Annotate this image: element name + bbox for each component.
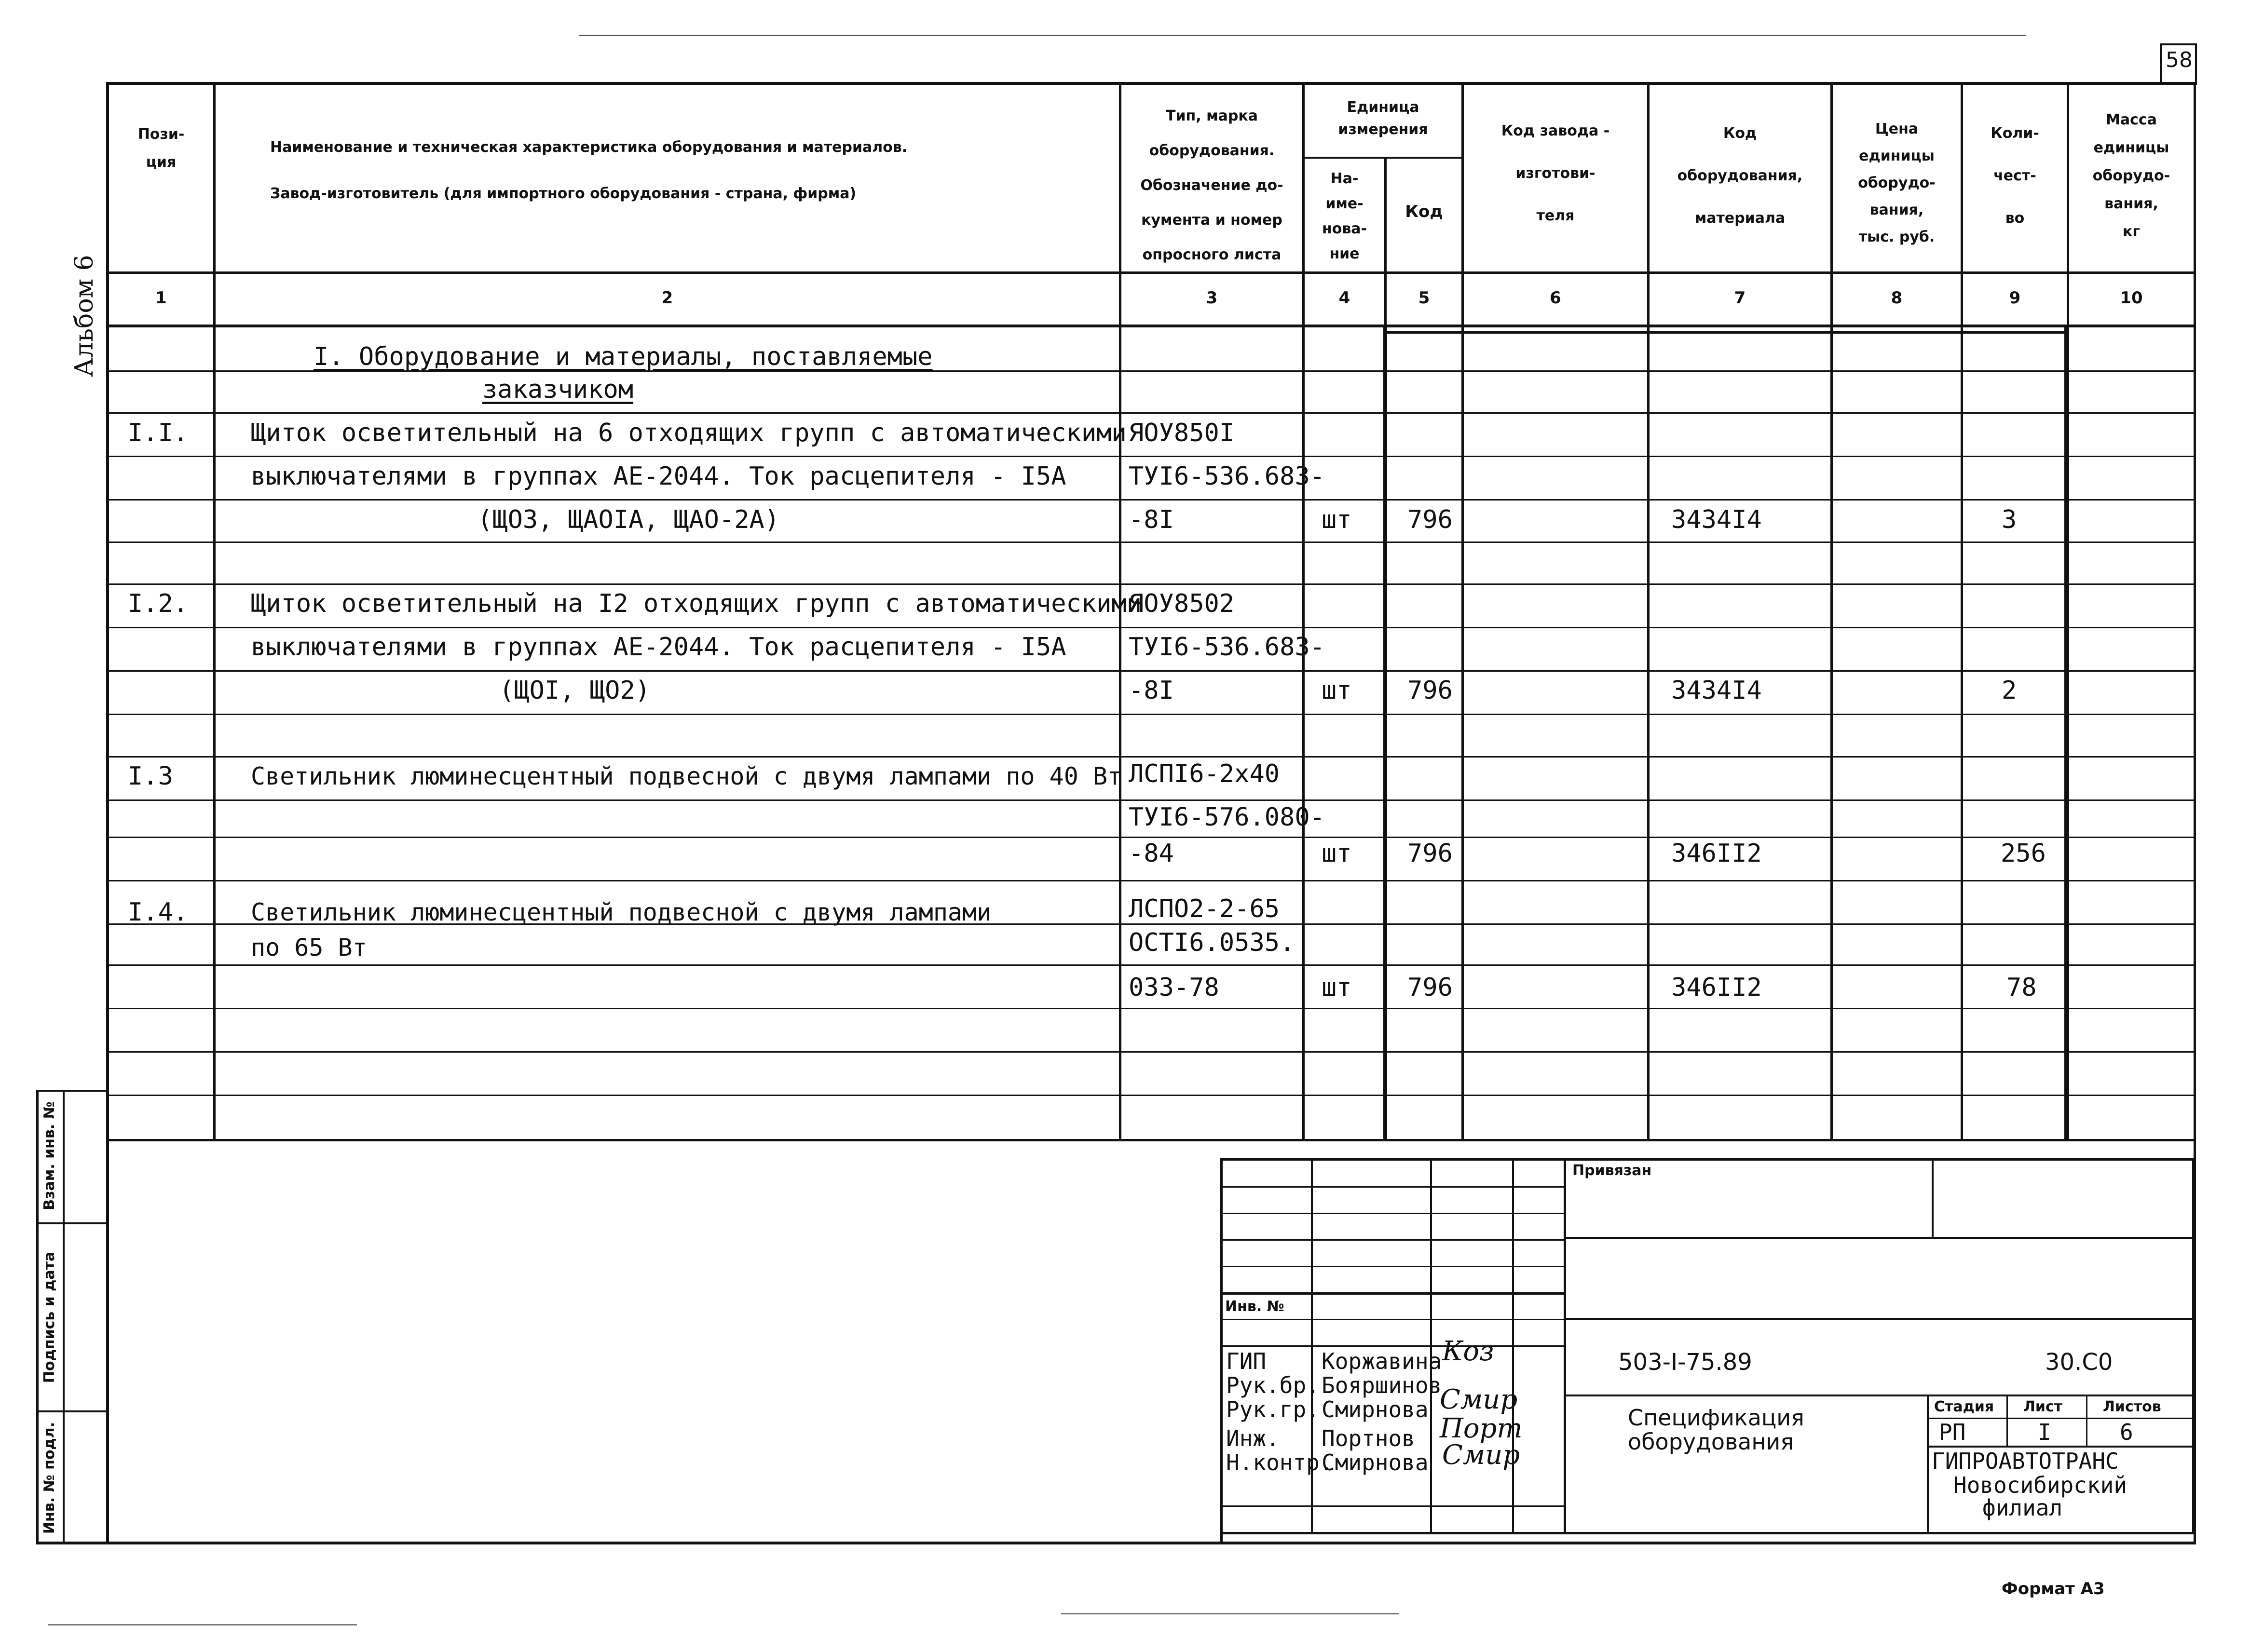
item-4-type-l2: ОСТI6.0535. bbox=[1129, 928, 1295, 957]
side-stamp-mid bbox=[63, 1090, 65, 1544]
col-line-price bbox=[1961, 82, 1963, 1140]
tb-listov-value: 6 bbox=[2120, 1419, 2133, 1445]
side-stamp-left bbox=[36, 1090, 39, 1544]
colnum-7: 7 bbox=[1734, 288, 1746, 308]
row-line-6 bbox=[106, 583, 2196, 585]
item-1-type-l1: ЯОУ850I bbox=[1129, 419, 1235, 447]
item-4-equip-code: 346II2 bbox=[1671, 973, 1762, 1002]
colnum-9: 9 bbox=[2009, 288, 2021, 308]
row-line-11 bbox=[106, 799, 2196, 801]
header-unit-name: На- име- нова- ние bbox=[1322, 170, 1367, 262]
row-line-2 bbox=[106, 412, 2196, 414]
scan-edge-line-bottom-2 bbox=[1061, 1613, 1399, 1614]
tb-row-title bbox=[1564, 1395, 2195, 1396]
tb-staff-name-2: Смирнова bbox=[1322, 1396, 1429, 1422]
item-2-name-l1: Щиток осветительный на I2 отходящих групп с автоматическими bbox=[251, 589, 1142, 618]
row-line-12 bbox=[106, 837, 2196, 838]
item-1-unit-code: 796 bbox=[1407, 505, 1453, 534]
colnum-1: 1 bbox=[155, 288, 167, 308]
item-4-pos: I.4. bbox=[128, 898, 189, 927]
item-3-type-l3: -84 bbox=[1129, 839, 1174, 868]
top-frame-line bbox=[109, 82, 2195, 85]
tb-title-l1: Спецификация bbox=[1628, 1405, 1804, 1431]
tb-bottom-line bbox=[1220, 1532, 2195, 1534]
unit-split-line bbox=[1302, 157, 1463, 159]
item-4-type-l1: ЛСПО2-2-65 bbox=[1129, 894, 1280, 923]
page-number: 58 bbox=[2166, 48, 2193, 72]
item-2-type-l3: -8I bbox=[1129, 676, 1174, 705]
tb-staff-signature-3: Порт bbox=[1440, 1413, 1523, 1444]
item-3-unit: шт bbox=[1322, 839, 1352, 868]
tb-stadiya-label: Стадия bbox=[1934, 1398, 1994, 1415]
tb-stadiya-value: РП bbox=[1939, 1419, 1966, 1445]
tb-staff-name-0: Коржавина bbox=[1322, 1348, 1442, 1374]
item-3-qty: 256 bbox=[2001, 839, 2046, 868]
header-pos: Пози- ция bbox=[137, 126, 185, 171]
item-1-pos: I.I. bbox=[128, 419, 189, 447]
item-3-equip-code: 346II2 bbox=[1671, 839, 1762, 868]
tb-staff-signature-4: Смир bbox=[1442, 1439, 1520, 1471]
tb-staff-name-3: Портнов bbox=[1322, 1425, 1415, 1451]
tb-top bbox=[1220, 1158, 2195, 1161]
tb-staff-name-1: Бояршинов bbox=[1322, 1372, 1442, 1398]
item-2-unit: шт bbox=[1322, 676, 1352, 705]
tb-staff-role-3: Инж. bbox=[1226, 1425, 1280, 1451]
bold-box-left bbox=[1383, 326, 1387, 1141]
tb-left bbox=[1220, 1158, 1223, 1544]
tb-left-row-8 bbox=[1220, 1505, 1564, 1507]
row-line-13 bbox=[106, 880, 2196, 881]
colnum-6: 6 bbox=[1550, 288, 1561, 308]
row-line-15 bbox=[106, 964, 2196, 966]
tb-privyazan-split bbox=[1932, 1158, 1934, 1238]
colnum-4: 4 bbox=[1338, 288, 1350, 308]
header-qty: Коли- чест- во bbox=[1991, 125, 2039, 227]
item-1-type-l2: ТУI6-536.683- bbox=[1129, 462, 1325, 491]
tb-stage-split bbox=[1927, 1395, 1929, 1534]
tb-list-label: Лист bbox=[2023, 1398, 2063, 1415]
side-stamp-podpis-data: Подпись и дата bbox=[41, 1251, 58, 1383]
item-1-name-l1: Щиток осветительный на 6 отходящих групп с автоматическими bbox=[251, 419, 1127, 447]
table-bottom-line bbox=[106, 1139, 2196, 1141]
item-4-name-l1: Светильник люминесцентный подвесной с двумя лампами bbox=[251, 898, 992, 926]
header-unit: Единица измерения bbox=[1338, 99, 1428, 138]
row-line-4 bbox=[106, 499, 2196, 501]
item-3-unit-code: 796 bbox=[1407, 839, 1453, 868]
tb-title-l2: оборудования bbox=[1628, 1429, 1794, 1455]
header-maker-code: Код завода - изготови- теля bbox=[1501, 122, 1610, 224]
tb-stage-row2 bbox=[1927, 1446, 2195, 1448]
tb-doc-suffix: 30.С0 bbox=[2045, 1349, 2113, 1376]
bottom-frame-line bbox=[36, 1542, 2196, 1544]
item-2-type-l2: ТУI6-536.683- bbox=[1129, 633, 1325, 662]
item-4-unit-code: 796 bbox=[1407, 973, 1453, 1002]
tb-doc-code: 503-I-75.89 bbox=[1618, 1349, 1752, 1376]
item-1-equip-code: 3434I4 bbox=[1671, 505, 1762, 534]
tb-privyazan-label: Привязан bbox=[1572, 1162, 1652, 1179]
tb-staff-role-2: Рук.гр. bbox=[1226, 1396, 1320, 1422]
tb-left-row-7 bbox=[1220, 1345, 1564, 1347]
tb-stage-col1 bbox=[2006, 1395, 2008, 1447]
item-4-qty: 78 bbox=[2006, 973, 2037, 1002]
bold-box-right bbox=[2064, 326, 2068, 1141]
row-line-16 bbox=[106, 1008, 2196, 1009]
header-unit-code: Код bbox=[1405, 202, 1443, 221]
item-4-type-l3: 033-78 bbox=[1129, 973, 1219, 1002]
page-number-box-left bbox=[2160, 43, 2162, 85]
side-stamp-inv-podl: Инв. № подл. bbox=[41, 1422, 58, 1534]
col-line-maker bbox=[1647, 82, 1650, 1140]
row-line-9 bbox=[106, 714, 2196, 715]
row-line-17 bbox=[106, 1051, 2196, 1053]
tb-left-row-6 bbox=[1220, 1319, 1564, 1320]
colnum-2: 2 bbox=[661, 288, 673, 308]
tb-staff-role-4: Н.контр. bbox=[1226, 1449, 1333, 1476]
tb-org-l1: ГИПРОАВТОТРАНС bbox=[1932, 1448, 2119, 1474]
header-price: Цена единицы оборудо- вания, тыс. руб. bbox=[1858, 121, 1936, 245]
tb-inv-no-label: Инв. № bbox=[1225, 1298, 1284, 1315]
item-4-unit: шт bbox=[1322, 973, 1352, 1002]
tb-left-row-2 bbox=[1220, 1213, 1564, 1214]
tb-org-l2: Новосибирский bbox=[1953, 1472, 2127, 1498]
row-line-7 bbox=[106, 627, 2196, 628]
item-2-type-l1: ЯОУ8502 bbox=[1129, 589, 1235, 618]
tb-left-row-3 bbox=[1220, 1239, 1564, 1241]
header-name: Наименование и техническая характеристика оборудования и материалов. Завод-изготовитель (для импортного оборудования - страна, фирма) bbox=[270, 139, 908, 202]
tb-staff-role-1: Рук.бр. bbox=[1226, 1372, 1320, 1398]
row-line-3 bbox=[106, 456, 2196, 457]
tb-left-row-1 bbox=[1220, 1186, 1564, 1188]
item-2-name-l3: (ЩОI, ЩО2) bbox=[499, 676, 651, 705]
item-2-pos: I.2. bbox=[128, 589, 189, 618]
colnum-8: 8 bbox=[1891, 288, 1903, 308]
scan-edge-line bbox=[579, 35, 2026, 36]
tb-row-doc bbox=[1564, 1318, 2195, 1320]
row-line-18 bbox=[106, 1095, 2196, 1096]
header-type: Тип, марка оборудования. Обозначение до- кумента и номер опросного листа bbox=[1140, 108, 1283, 263]
header-mass: Масса единицы оборудо- вания, кг bbox=[2092, 111, 2170, 240]
album-label: Альбом 6 bbox=[70, 255, 99, 377]
format-label: Формат А3 bbox=[2002, 1579, 2105, 1598]
colnum-3: 3 bbox=[1206, 288, 1218, 308]
item-1-name-l2: выключателями в группах АЕ-2044. Ток расцепителя - I5А bbox=[251, 462, 1066, 491]
item-1-qty: 3 bbox=[2002, 505, 2017, 534]
item-1-unit: шт bbox=[1322, 505, 1352, 534]
tb-left-row-4 bbox=[1220, 1266, 1564, 1267]
tb-right bbox=[2192, 1158, 2195, 1534]
side-stamp-div1 bbox=[36, 1222, 109, 1224]
item-4-name-l2: по 65 Вт bbox=[251, 934, 367, 961]
scan-edge-line-bottom bbox=[48, 1624, 357, 1625]
row-line-8 bbox=[106, 670, 2196, 672]
tb-row-privyazan bbox=[1564, 1237, 2195, 1239]
col-line-pos bbox=[213, 82, 216, 1140]
header-equip-code: Код оборудования, материала bbox=[1677, 125, 1803, 227]
page-number-box-top bbox=[2160, 43, 2196, 45]
tb-list-value: I bbox=[2038, 1419, 2051, 1445]
item-3-pos: I.3 bbox=[128, 762, 173, 791]
item-1-name-l3: (ЩО3, ЩАОIА, ЩАО-2А) bbox=[477, 505, 780, 534]
tb-staff-signature-0: Коз bbox=[1442, 1336, 1494, 1367]
item-3-type-l2: ТУI6-576.080- bbox=[1129, 803, 1325, 832]
item-2-unit-code: 796 bbox=[1407, 676, 1453, 705]
item-2-equip-code: 3434I4 bbox=[1671, 676, 1762, 705]
row-line-10 bbox=[106, 756, 2196, 758]
bold-box-top bbox=[1383, 331, 2068, 334]
item-3-name-l1: Светильник люминесцентный подвесной с двумя лампами по 40 Вт bbox=[251, 762, 1122, 790]
section-title-line1: I. Оборудование и материалы, поставляемые bbox=[314, 342, 933, 371]
tb-staff-signature-2: Смир bbox=[1440, 1384, 1518, 1415]
side-stamp-vzam-inv: Взам. инв. № bbox=[41, 1101, 58, 1210]
tb-left-row-5 bbox=[1220, 1292, 1564, 1295]
tb-stage-col2 bbox=[2086, 1395, 2087, 1447]
tb-staff-name-4: Смирнова bbox=[1322, 1449, 1429, 1476]
colnum-5: 5 bbox=[1418, 288, 1430, 308]
item-2-name-l2: выключателями в группах АЕ-2044. Ток расцепителя - I5А bbox=[251, 633, 1066, 662]
row-line-5 bbox=[106, 542, 2196, 543]
item-1-type-l3: -8I bbox=[1129, 505, 1174, 534]
col-line-unitcode bbox=[1461, 82, 1464, 1140]
item-3-type-l1: ЛСПI6-2х40 bbox=[1129, 759, 1280, 788]
tb-col-main bbox=[1564, 1158, 1566, 1534]
tb-stage-row1 bbox=[1927, 1418, 2195, 1419]
page-number-box-right bbox=[2195, 43, 2197, 85]
tb-listov-label: Листов bbox=[2103, 1398, 2161, 1415]
tb-org-l3: филиал bbox=[1982, 1495, 2063, 1521]
item-2-qty: 2 bbox=[2002, 676, 2017, 705]
section-title-line2: заказчиком bbox=[482, 375, 634, 404]
tb-staff-role-0: ГИП bbox=[1226, 1348, 1267, 1374]
colnum-bottom-line bbox=[106, 325, 2196, 327]
colnum-10: 10 bbox=[2120, 288, 2143, 308]
